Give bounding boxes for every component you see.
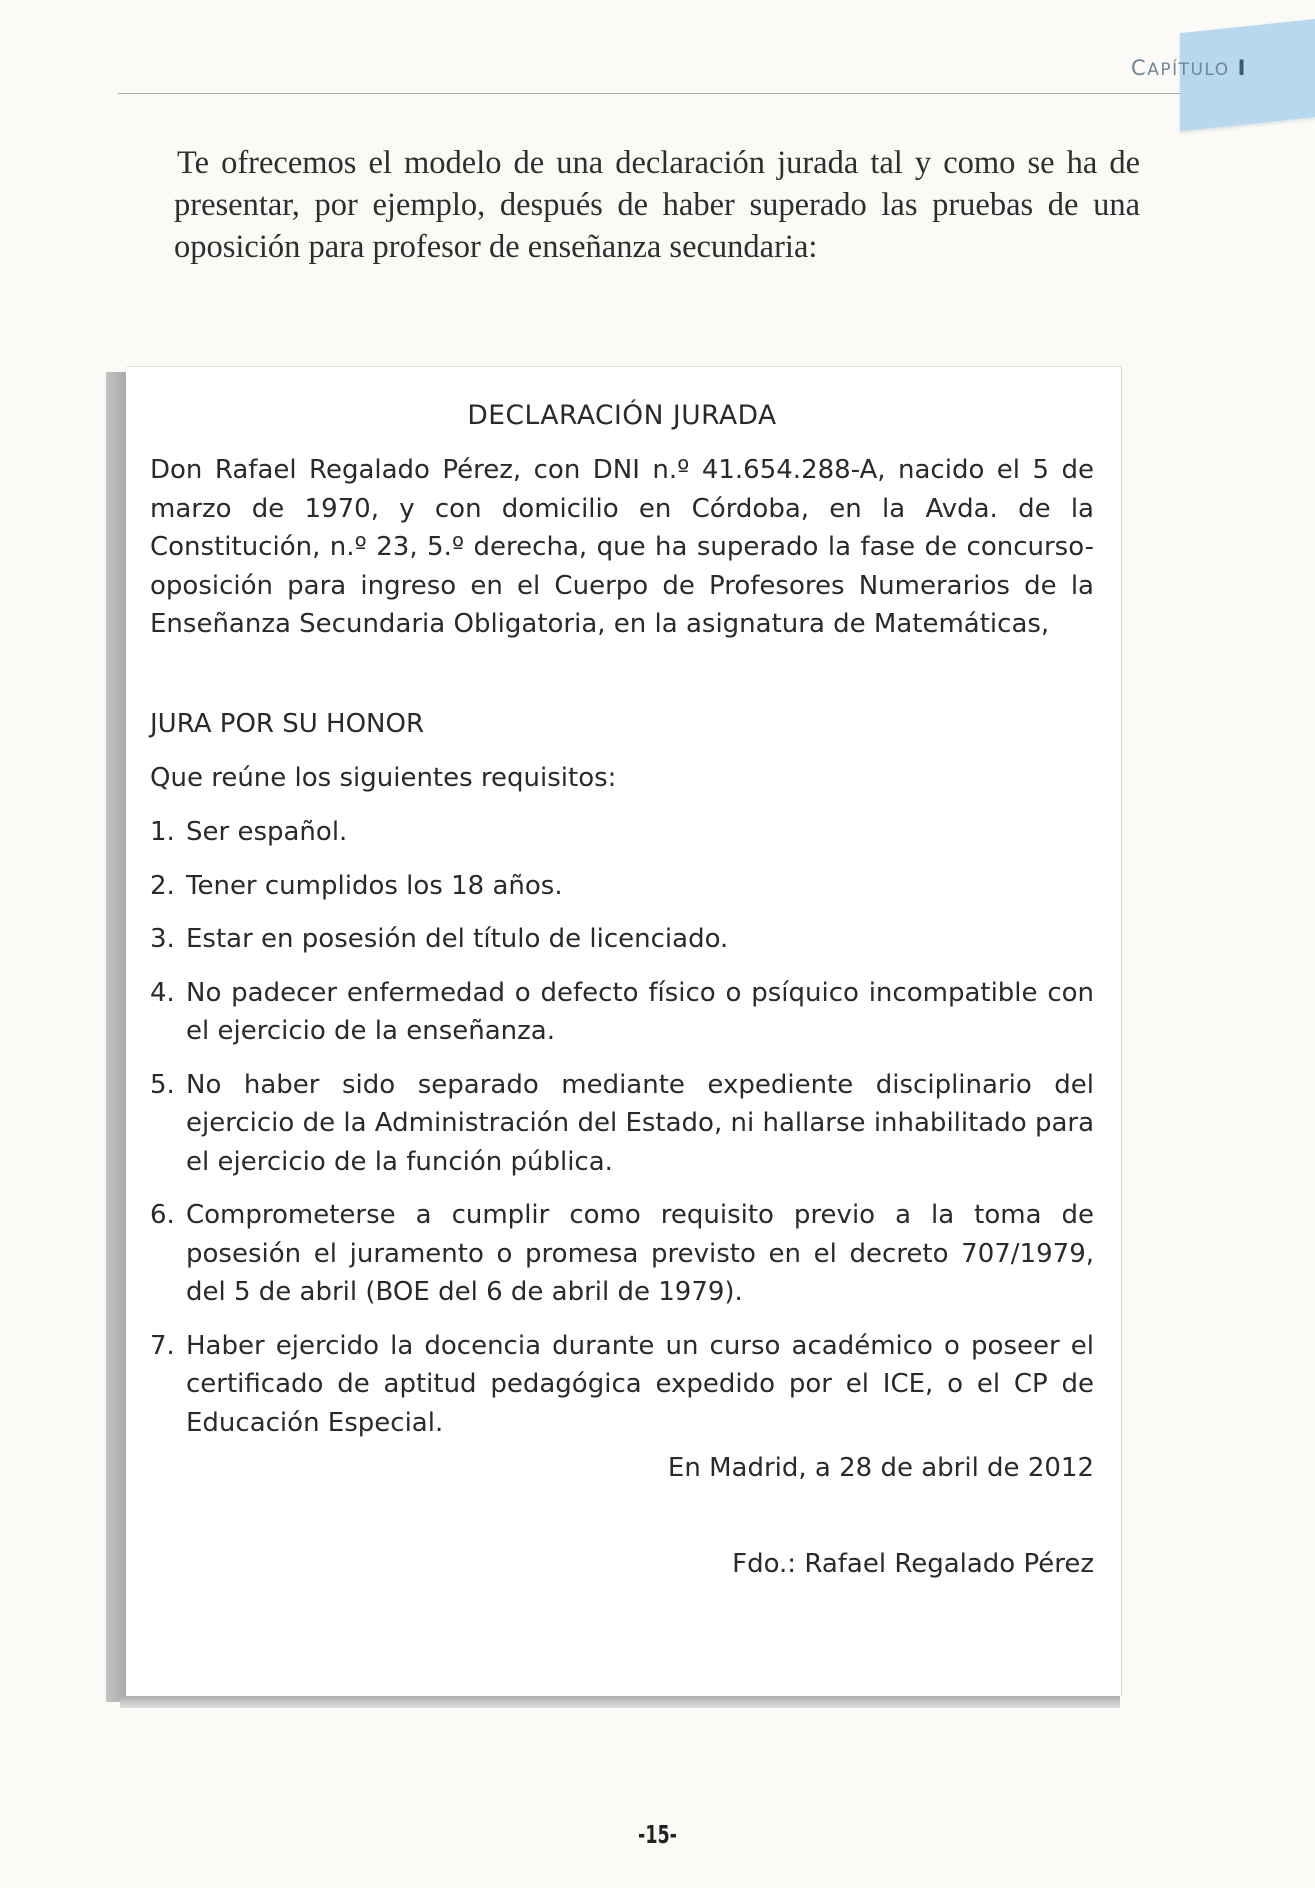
requirement-item [150,867,1094,906]
requirement-number: 1. [150,817,175,847]
requirement-number: 4. [150,977,175,1008]
requirement-text: Comprometerse a cumplir como requisito previo a la toma de posesión el juramento o promesa previsto en el decreto 707/1979, del 5 de abril (BOE del 6 de abril de 1979). [186,1200,1094,1307]
requirement-text: Ser español. [186,817,348,847]
place-date: En Madrid, a 28 de abril de 2012 [667,1453,1094,1483]
requirement-item [150,1327,1094,1443]
chapter-number: I [1237,56,1247,80]
intro-paragraph: Te ofrecemos el modelo de una declaración jurada tal y como se ha de presentar, por ejemplo, después de haber superado las pruebas de una oposición para profesor de enseñanza secundaria: [174,145,1140,265]
chapter-word-initial: C [1131,56,1148,80]
header-rule [118,93,1180,94]
declaration-box-shadow-bottom [120,1696,1120,1708]
requirement-item [150,1196,1094,1312]
declaration-title: DECLARACIÓN JURADA [467,400,777,431]
requirement-number: 6. [150,1200,175,1230]
requirement-number: 7. [150,1330,175,1361]
page-number: -15- [638,1820,677,1849]
requirement-text: Estar en posesión del título de licenciado. [186,924,729,954]
requirement-text: Haber ejercido la docencia durante un curso académico o poseer el certificado de aptitud pedagógica expedido por el ICE, o el CP de Educación Especial. [186,1330,1094,1438]
requirement-text: Tener cumplidos los 18 años. [186,870,563,901]
oath-heading: JURA POR SU HONOR [150,709,425,739]
signature-line: Fdo.: Rafael Regalado Pérez [732,1549,1094,1579]
chapter-heading [1131,56,1247,80]
requirement-item [150,974,1094,1051]
requirement-item [150,920,1094,959]
requirement-number: 2. [150,870,175,901]
requirement-item [150,813,1094,852]
declaration-body: Don Rafael Regalado Pérez, con DNI n.º 41.654.288-A, nacido el 5 de marzo de 1970, y con domicilio en Córdoba, en la Avda. de la Constitución, n.º 23, 5.º derecha, que ha superado la fase de concurso-oposición para ingreso en el Cuerpo de Profesores Numerarios de la Enseñanza Secundaria Obligatoria, en la asignatura de Matemáticas, [150,455,1094,639]
requirement-text: No haber sido separado mediante expediente disciplinario del ejercicio de la Administración del Estado, ni hallarse inhabilitado para el ejercicio de la función pública. [186,1069,1094,1177]
requirements-list [150,813,1094,1457]
requirement-text: No padecer enfermedad o defecto físico o psíquico incompatible con el ejercicio de la enseñanza. [186,977,1094,1046]
requirement-item [150,1066,1094,1182]
requirement-number: 3. [150,924,175,954]
declaration-box [126,366,1122,1696]
requirements-intro: Que reúne los siguientes requisitos: [150,763,617,793]
requirement-number: 5. [150,1069,175,1100]
chapter-word-rest: APÍTULO [1147,60,1230,80]
